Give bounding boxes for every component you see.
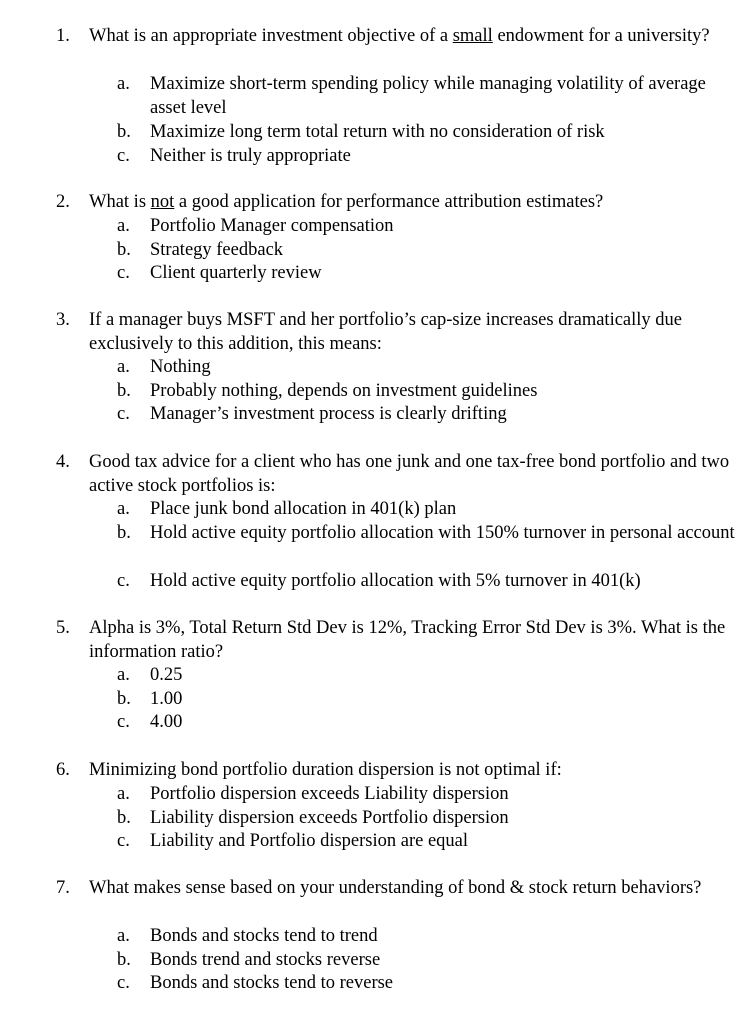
option-a — [0, 663, 749, 687]
question-stem: Alpha is 3%, Total Return Std Dev is 12%, Tracking Error Std Dev is 3%. What is the information ratio? — [89, 618, 726, 662]
option-c — [0, 261, 749, 285]
option-letter: b. — [117, 522, 131, 543]
option-a — [0, 924, 749, 948]
option-text: 1.00 — [150, 688, 183, 709]
option-b — [0, 120, 749, 144]
question-stem: What is an appropriate investment objective of a small endowment for a university? — [89, 26, 710, 46]
option-letter: c. — [117, 712, 130, 733]
option-b — [0, 238, 749, 262]
option-text: Hold active equity portfolio allocation with 150% turnover in personal account — [150, 522, 735, 543]
option-text: Bonds and stocks tend to reverse — [150, 973, 394, 994]
option-c — [0, 402, 749, 426]
question-number: 7. — [56, 878, 70, 898]
option-text: Hold active equity portfolio allocation with 5% turnover in 401(k) — [150, 570, 641, 591]
option-letter: a. — [117, 926, 130, 946]
option-text: Liability and Portfolio dispersion are equal — [150, 831, 469, 852]
option-c — [0, 971, 749, 995]
option-letter: b. — [117, 239, 131, 260]
option-c — [0, 144, 749, 168]
question-stem: What makes sense based on your understanding of bond & stock return behaviors? — [89, 878, 702, 898]
option-c — [0, 710, 749, 734]
option-text: Maximize long term total return with no consideration of risk — [150, 122, 605, 142]
option-text: Manager’s investment process is clearly drifting — [150, 404, 507, 425]
option-letter: a. — [117, 216, 130, 236]
option-letter: b. — [117, 380, 131, 401]
question-number: 3. — [56, 310, 70, 330]
options-list — [0, 214, 749, 285]
option-letter: a. — [117, 665, 130, 685]
question-stem: What is not a good application for performance attribution estimates? — [89, 192, 604, 212]
question-number: 4. — [56, 452, 70, 472]
question-number: 1. — [56, 26, 70, 46]
options-list — [0, 924, 749, 995]
question-number: 2. — [56, 192, 70, 212]
option-text: Portfolio dispersion exceeds Liability dispersion — [150, 784, 509, 804]
question-stem: Good tax advice for a client who has one junk and one tax-free bond portfolio and two active stock portfolios is: — [89, 452, 730, 496]
option-c — [0, 569, 749, 593]
question-stem: If a manager buys MSFT and her portfolio’s cap-size increases dramatically due exclusively to this addition, this means: — [89, 310, 683, 354]
option-letter: c. — [117, 145, 130, 166]
option-letter: b. — [117, 949, 131, 970]
option-letter: a. — [117, 74, 130, 94]
option-text: Portfolio Manager compensation — [150, 216, 394, 236]
option-text: 4.00 — [150, 712, 183, 733]
options-list — [0, 497, 749, 592]
question-number: 5. — [56, 618, 70, 638]
option-letter: c. — [117, 973, 130, 994]
option-c — [0, 829, 749, 853]
option-b — [0, 521, 749, 569]
option-text: Strategy feedback — [150, 239, 284, 260]
option-b — [0, 379, 749, 403]
options-list — [0, 782, 749, 853]
option-letter: a. — [117, 784, 130, 804]
question-stem: Minimizing bond portfolio duration dispersion is not optimal if: — [89, 760, 562, 780]
option-text: Neither is truly appropriate — [150, 145, 351, 166]
option-text: Maximize short-term spending policy while managing volatility of average asset level — [150, 74, 706, 118]
option-text: Client quarterly review — [150, 263, 322, 284]
option-letter: c. — [117, 831, 130, 852]
underlined-word: not — [150, 192, 175, 212]
option-text: Nothing — [150, 357, 211, 377]
option-text: Place junk bond allocation in 401(k) plan — [150, 499, 457, 519]
option-a — [0, 355, 749, 379]
options-list — [0, 663, 749, 734]
option-letter: b. — [117, 807, 131, 828]
option-letter: c. — [117, 570, 130, 591]
option-text: Liability dispersion exceeds Portfolio dispersion — [150, 807, 509, 828]
option-b — [0, 687, 749, 711]
option-letter: a. — [117, 499, 130, 519]
option-letter: c. — [117, 404, 130, 425]
option-letter: a. — [117, 357, 130, 377]
options-list — [0, 355, 749, 426]
option-b — [0, 948, 749, 972]
option-a — [0, 497, 749, 521]
options-list — [0, 72, 749, 167]
option-a — [0, 214, 749, 238]
option-letter: b. — [117, 122, 131, 142]
option-text: 0.25 — [150, 665, 183, 685]
question-number: 6. — [56, 760, 70, 780]
option-letter: c. — [117, 263, 130, 284]
option-b — [0, 806, 749, 830]
option-a — [0, 782, 749, 806]
underlined-word: small — [452, 26, 493, 46]
option-text: Bonds and stocks tend to trend — [150, 926, 378, 946]
option-text: Probably nothing, depends on investment guidelines — [150, 380, 538, 401]
option-letter: b. — [117, 688, 131, 709]
option-a — [0, 72, 749, 120]
option-text: Bonds trend and stocks reverse — [150, 949, 381, 970]
